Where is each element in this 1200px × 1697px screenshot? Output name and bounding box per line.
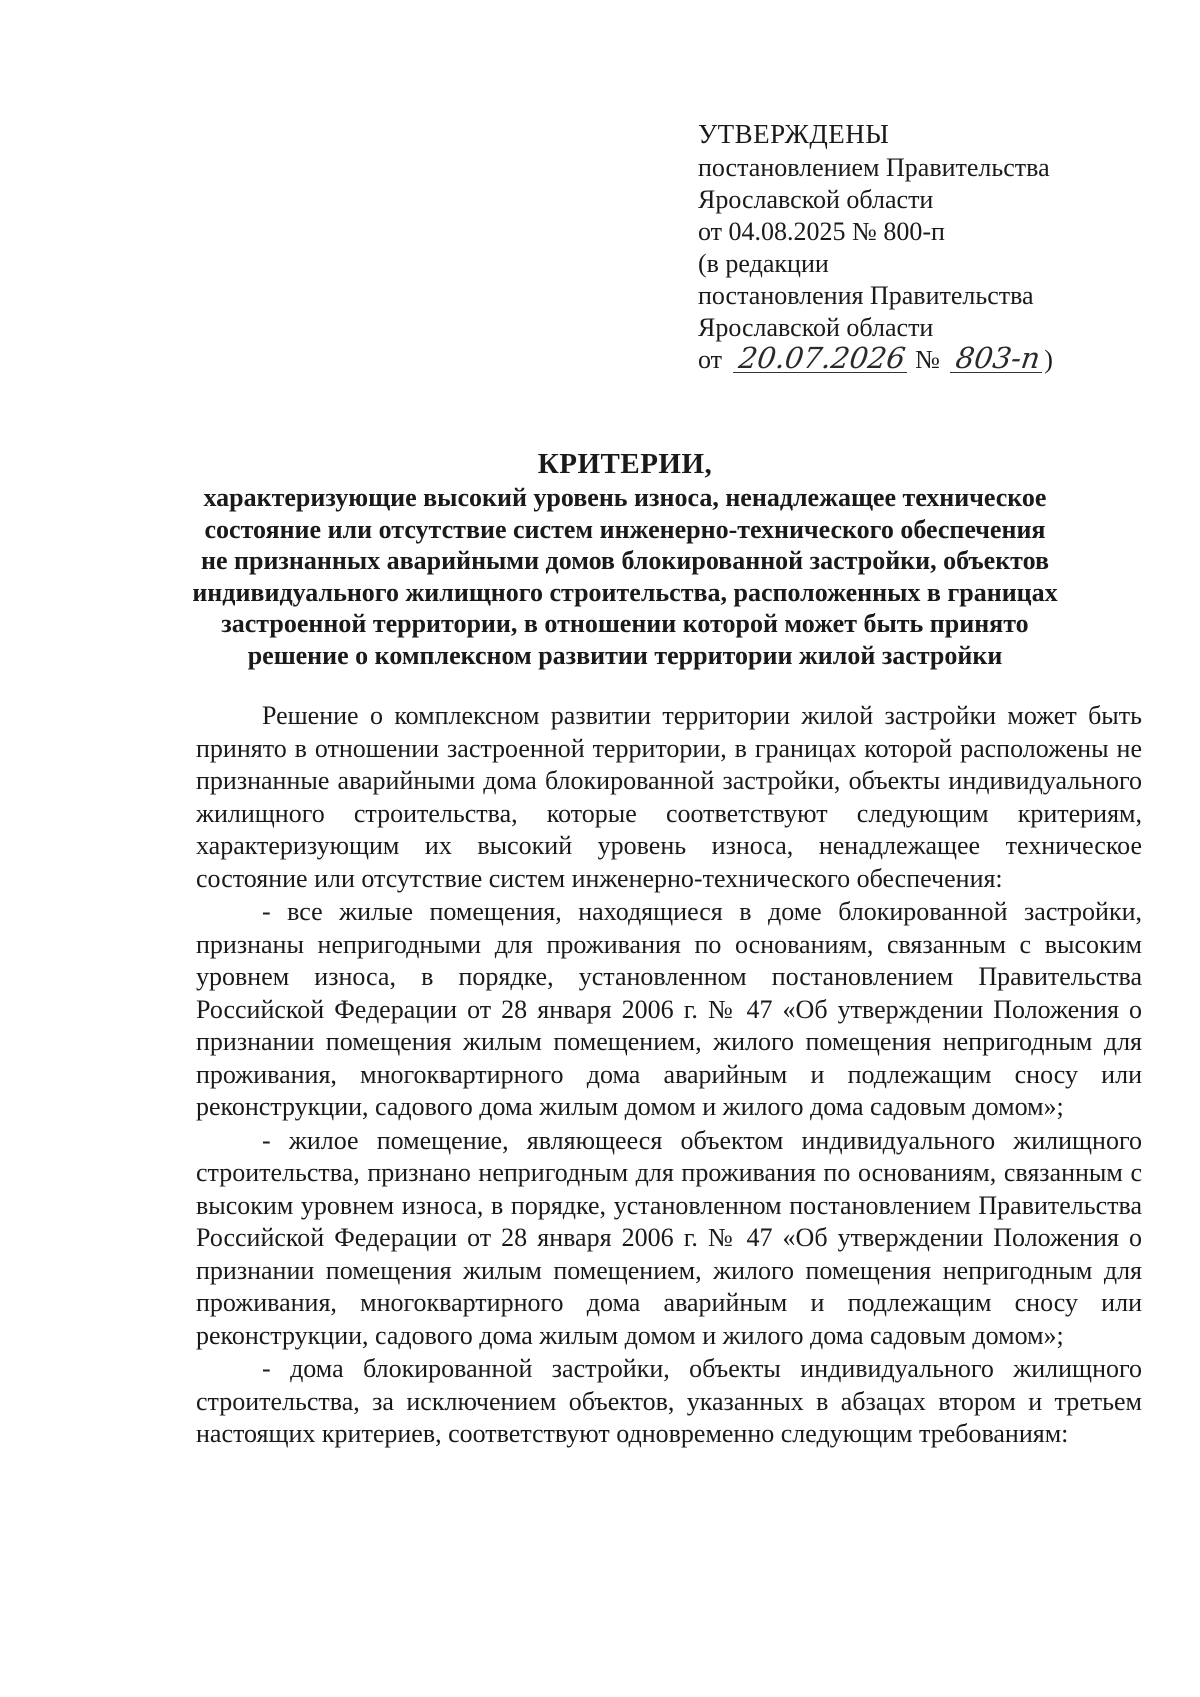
body-paragraph: Решение о комплексном развитии территории жилой застройки может быть принято в отношении застроенной территории, в границах которой расположены не признанные аварийными дома блокированной застройки, объекты индивидуального жилищного строительства, которые соответствуют следующим критериям, характеризующим их высокий уровень износа, ненадлежащее техническое состояние или отсутствие систем инженерно-технического обеспечения: [196,701,1142,893]
approval-line: постановления Правительства [698,281,1034,310]
approval-line: от 04.08.2025 № 800-п [698,217,945,246]
body-paragraph: - дома блокированной застройки, объекты индивидуального жилищного строительства, за исключением объектов, указанных в абзацах втором и третьем настоящих критериев, соответствуют одновременно следующим требованиям: [196,1354,1142,1448]
heading-subtitle-line: индивидуального жилищного строительства, расположенных в границах [192,577,1058,607]
document-heading [160,446,1090,671]
approval-suffix: ) [1044,345,1053,374]
body-paragraph: - все жилые помещения, находящиеся в доме блокированной застройки, признаны непригодными для проживания по основаниям, связанным с высоким уровнем износа, в порядке, установленном постановлением Правительства Российской Федерации от 28 января 2006 г. № 47 «Об утверждении Положения о признании помещения жилым помещением, жилого помещения непригодным для проживания, многоквартирного дома аварийным и подлежащим сносу или реконструкции, садового дома жилым домом и жилого дома садовым домом»; [196,897,1142,1121]
heading-title: КРИТЕРИИ, [537,448,713,480]
number-sign: № [915,345,940,374]
heading-subtitle-line: не признанных аварийными домов блокированной застройки, объектов [200,546,1049,575]
approval-title: УТВЕРЖДЕНЫ [698,119,890,149]
body-paragraph: - жилое помещение, являющееся объектом индивидуального жилищного строительства, признано непригодным для проживания по основаниям, связанным с высоким уровнем износа, в порядке, установленном постановлением Правительства Российской Федерации от 28 января 2006 г. № 47 «Об утверждении Положения о признании помещения жилым помещением, жилого помещения непригодным для проживания, многоквартирного дома аварийным и подлежащим сносу или реконструкции, садового дома жилым домом и жилого дома садовым домом»; [196,1125,1142,1350]
handwritten-number: 803-п [950,344,1046,373]
heading-subtitle-line: характеризующие высокий уровень износа, ненадлежащее техническое [203,483,1047,512]
heading-subtitle-line: решение о комплексном развитии территории жилой застройки [247,640,1003,670]
approval-last-line [698,341,1158,376]
approval-line: Ярославской области [698,185,934,214]
approval-line: Ярославской области [698,313,934,342]
approval-line: (в редакции [698,249,829,278]
heading-subtitle-line: застроенной территории, в отношении которой может быть принято [221,609,1029,638]
document-body [196,700,1142,1451]
heading-subtitle-line: состояние или отсутствие систем инженерно-технического обеспечения [204,514,1046,544]
approval-block [698,118,1158,376]
handwritten-date: 20.07.2026 [732,344,910,373]
approval-prefix: от [698,345,723,374]
approval-line: постановлением Правительства [698,153,1050,182]
